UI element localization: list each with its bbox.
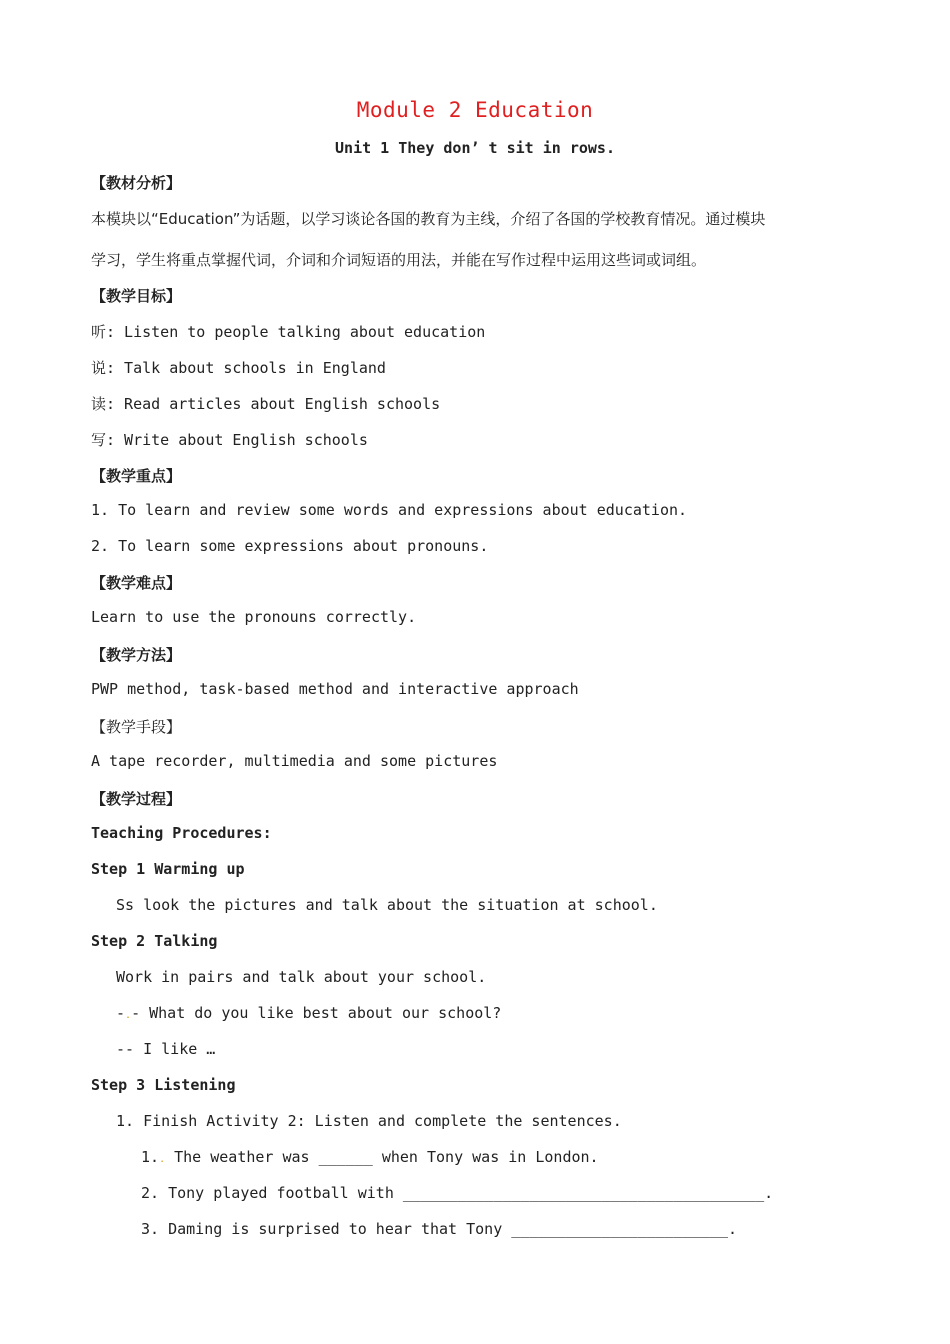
question-3: 3. Daming is surprised to hear that Tony ________________________.	[141, 1220, 738, 1238]
section-heading-analysis: 【教材分析】	[91, 174, 182, 192]
step-2-title: Step 2 Talking	[91, 932, 218, 950]
dialog-line-1	[116, 1004, 501, 1022]
mark-dot: .	[159, 1154, 166, 1165]
section-heading-difficult: 【教学难点】	[91, 574, 182, 592]
question-1	[141, 1148, 599, 1166]
difficult-point: Learn to use the pronouns correctly.	[91, 608, 417, 626]
section-heading-key-points: 【教学重点】	[91, 467, 182, 485]
step-3-task: 1. Finish Activity 2: Listen and complete the sentences.	[116, 1112, 622, 1130]
question-1-number: 1.	[141, 1148, 160, 1166]
goal-reading: 读: Read articles about English schools	[91, 395, 441, 413]
section-heading-process: 【教学过程】	[91, 790, 182, 808]
analysis-line-1: 本模块以“Education”为话题，以学习谈论各国的教育为主线，介绍了各国的学校教育情况。通过模块	[91, 210, 766, 228]
key-point-1: 1. To learn and review some words and expressions about education.	[91, 501, 688, 519]
teaching-means: A tape recorder, multimedia and some pictures	[91, 752, 498, 770]
page-title: Module 2 Education	[356, 98, 594, 122]
analysis-line-2: 学习，学生将重点掌握代词，介词和介词短语的用法，并能在写作过程中运用这些词或词组。	[91, 251, 707, 269]
step-3-title: Step 3 Listening	[91, 1076, 236, 1094]
goal-listening: 听: Listen to people talking about education	[91, 323, 486, 341]
step-2-text: Work in pairs and talk about your school.	[116, 968, 487, 986]
dialog-question: - What do you like best about our school?	[131, 1004, 502, 1022]
dialog-dash: -	[116, 1004, 126, 1022]
section-heading-goals: 【教学目标】	[91, 287, 182, 305]
section-heading-method: 【教学方法】	[91, 646, 182, 664]
step-1-text: Ss look the pictures and talk about the situation at school.	[116, 896, 658, 914]
section-heading-means: 【教学手段】	[91, 718, 182, 736]
goal-writing: 写: Write about English schools	[91, 431, 368, 449]
dialog-line-2: -- I like …	[116, 1040, 216, 1058]
mark-dot: .	[125, 1010, 132, 1021]
teaching-method: PWP method, task-based method and interactive approach	[91, 680, 579, 698]
question-2: 2. Tony played football with ________________________________________.	[141, 1184, 774, 1202]
procedures-heading: Teaching Procedures:	[91, 824, 272, 842]
step-1-title: Step 1 Warming up	[91, 860, 245, 878]
key-point-2: 2. To learn some expressions about pronouns.	[91, 537, 489, 555]
page-subtitle: Unit 1 They don’ t sit in rows.	[335, 139, 615, 157]
question-1-text: The weather was ______ when Tony was in London.	[165, 1148, 599, 1166]
goal-speaking: 说: Talk about schools in England	[91, 359, 386, 377]
